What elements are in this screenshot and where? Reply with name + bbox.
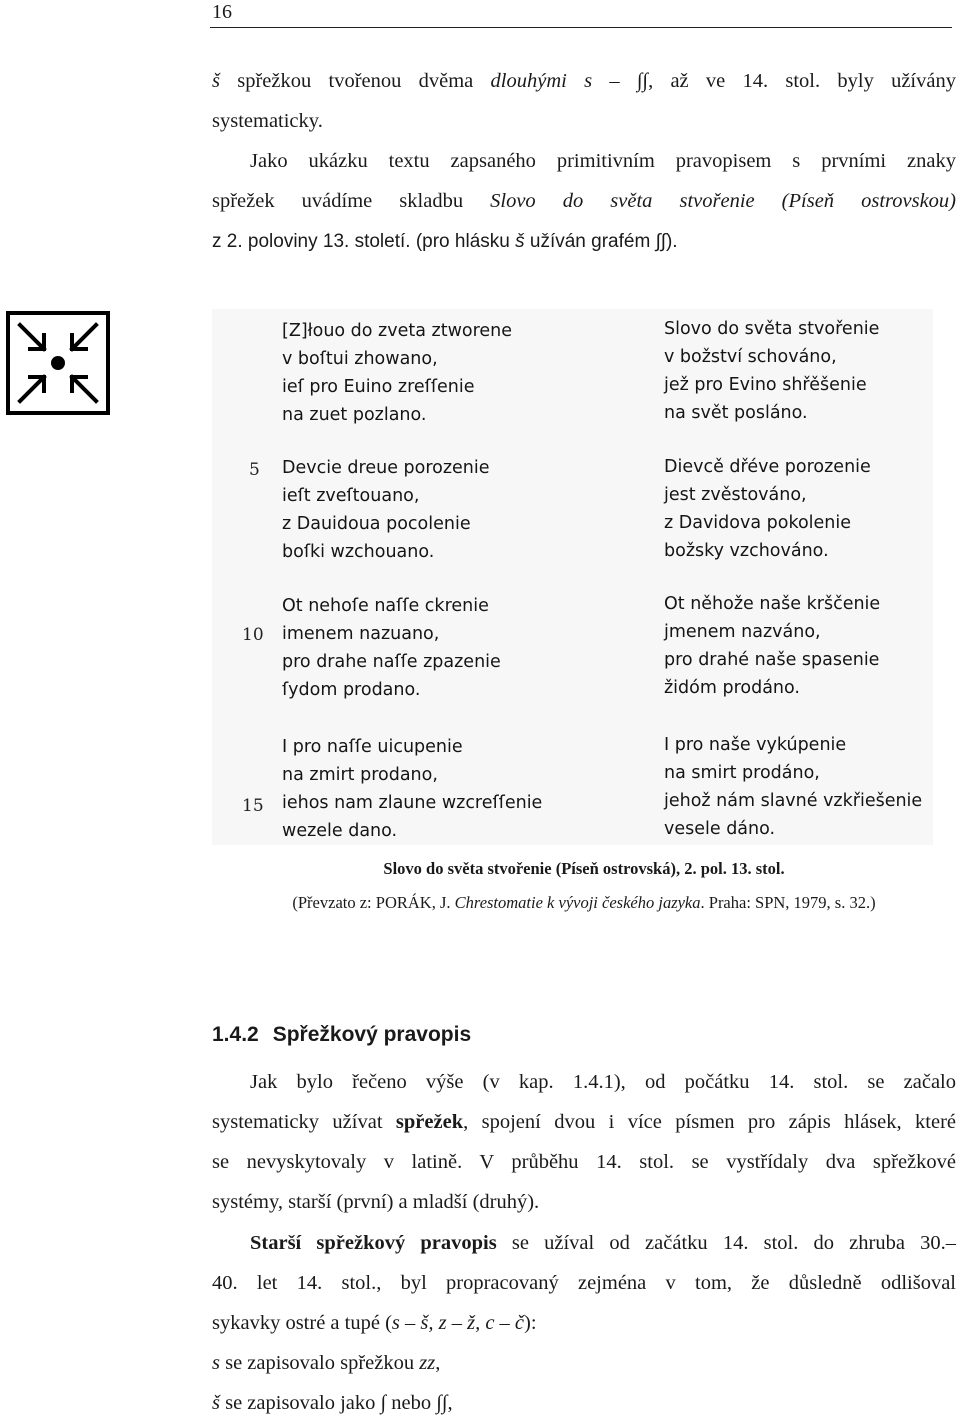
poem-verse: [Z]łouo do zveta ztworene (282, 321, 513, 341)
poem-stanza (282, 317, 512, 429)
paragraph1-line-4: systémy, starší (první) a mladší (druhý). (212, 1191, 540, 1213)
poem-verse: jež pro Evino shřěšenie (664, 375, 867, 395)
poem-verse: Ot nehoſe naſſe ckrenie (282, 596, 489, 616)
poem-verse: na zuet pozlano. (282, 405, 427, 425)
intro-line-2: systematicky. (212, 110, 323, 132)
poem-verse: Dievcě dřéve porozenie (664, 457, 871, 477)
poem-stanza (664, 453, 871, 565)
paragraph1-line-3: se nevyskytovaly v latině. V průběhu 14. stol. se vystřídaly dva spřežkové (212, 1151, 956, 1173)
poem-verse: jmenem nazváno, (664, 622, 821, 642)
poem-verse: I pro naſſe uicupenie (282, 737, 463, 757)
poem-verse: jehož nám slavné vzkřiešenie (664, 791, 923, 811)
poem-stanza (664, 590, 880, 702)
section-title: Spřežkový pravopis (272, 1023, 472, 1046)
page-number: 16 (212, 1, 232, 23)
arrows-converging-icon (6, 311, 110, 415)
poem-verse: v božství schováno, (664, 347, 837, 367)
paragraph2-line-5: š se zapisovalo jako ∫ nebo ∫∫, (212, 1392, 453, 1414)
intro-line-4: spřežek uvádíme skladbu Slovo do světa stvořenie (Píseň ostrovskou) (212, 190, 956, 212)
section-heading (212, 1021, 471, 1049)
poem-verse: iehos nam zlaune wzcreſſenie (282, 793, 543, 813)
intro-line-1: š spřežkou tvořenou dvěma dlouhými s – ∫∫, až ve 14. stol. byly užívány (212, 70, 956, 92)
line-number-15: 15 (242, 796, 264, 816)
intro-line-3: Jako ukázku textu zapsaného primitivním pravopisem s prvními znaky (250, 150, 956, 172)
figure-caption-title: Slovo do světa stvořenie (Píseň ostrovská), 2. pol. 13. stol. (383, 859, 785, 878)
poem-verse: ieſ pro Euino zreſſenie (282, 377, 475, 397)
poem-stanza (282, 733, 542, 845)
header-rule (210, 27, 952, 28)
poem-verse: ſydom prodano. (282, 680, 421, 700)
poem-verse: imenem nazuano, (282, 624, 440, 644)
poem-figure (212, 309, 933, 845)
poem-verse: pro drahé naše spasenie (664, 650, 880, 670)
poem-verse: v boſtui zhowano, (282, 349, 438, 369)
poem-stanza (664, 731, 922, 843)
paragraph2-line-4: s se zapisovalo spřežkou zz, (212, 1352, 441, 1374)
poem-verse: na zmirt prodano, (282, 765, 438, 785)
poem-verse: na svět posláno. (664, 403, 808, 423)
poem-verse: židóm prodáno. (664, 678, 800, 698)
poem-verse: božsky vzchováno. (664, 541, 829, 561)
paragraph1-line-1: Jak bylo řečeno výše (v kap. 1.4.1), od počátku 14. stol. se začalo (250, 1071, 956, 1093)
poem-verse: pro drahe naſſe zpazenie (282, 652, 501, 672)
poem-verse: jest zvěstováno, (664, 485, 807, 505)
line-number-5: 5 (249, 460, 260, 480)
line-number-10: 10 (242, 625, 264, 645)
poem-verse: wezele dano. (282, 821, 398, 841)
poem-verse: z Davidova pokolenie (664, 513, 852, 533)
poem-verse: vesele dáno. (664, 819, 776, 839)
poem-verse: Slovo do světa stvořenie (664, 319, 880, 339)
poem-verse: I pro naše vykúpenie (664, 735, 847, 755)
poem-stanza (282, 592, 501, 704)
poem-verse: Ot něhože naše krščenie (664, 594, 881, 614)
paragraph2-line-2: 40. let 14. stol., byl propracovaný zejména v tom, že důsledně odlišoval (212, 1272, 956, 1294)
poem-stanza (282, 454, 490, 566)
poem-verse: Devcie dreue porozenie (282, 458, 490, 478)
poem-verse: z Dauidoua pocolenie (282, 514, 471, 534)
section-number: 1.4.2 (212, 1023, 259, 1046)
poem-stanza (664, 315, 879, 427)
paragraph2-line-1: Starší spřežkový pravopis se užíval od začátku 14. stol. do zhruba 30.– (250, 1232, 956, 1254)
paragraph1-line-2: systematicky užívat spřežek, spojení dvou i více písmen pro zápis hlásek, které (212, 1111, 956, 1133)
poem-verse: na smirt prodáno, (664, 763, 820, 783)
paragraph2-line-3: sykavky ostré a tupé (s – š, z – ž, c – č): (212, 1312, 537, 1334)
poem-verse: boſki wzchouano. (282, 542, 435, 562)
poem-verse: ieſt zveſtouano, (282, 486, 420, 506)
intro-line-5: z 2. poloviny 13. století. (pro hlásku š užíván grafém ∫∫). (212, 231, 678, 252)
figure-caption-source: (Převzato z: PORÁK, J. Chrestomatie k vývoji českého jazyka. Praha: SPN, 1979, s. 32.) (292, 893, 876, 912)
